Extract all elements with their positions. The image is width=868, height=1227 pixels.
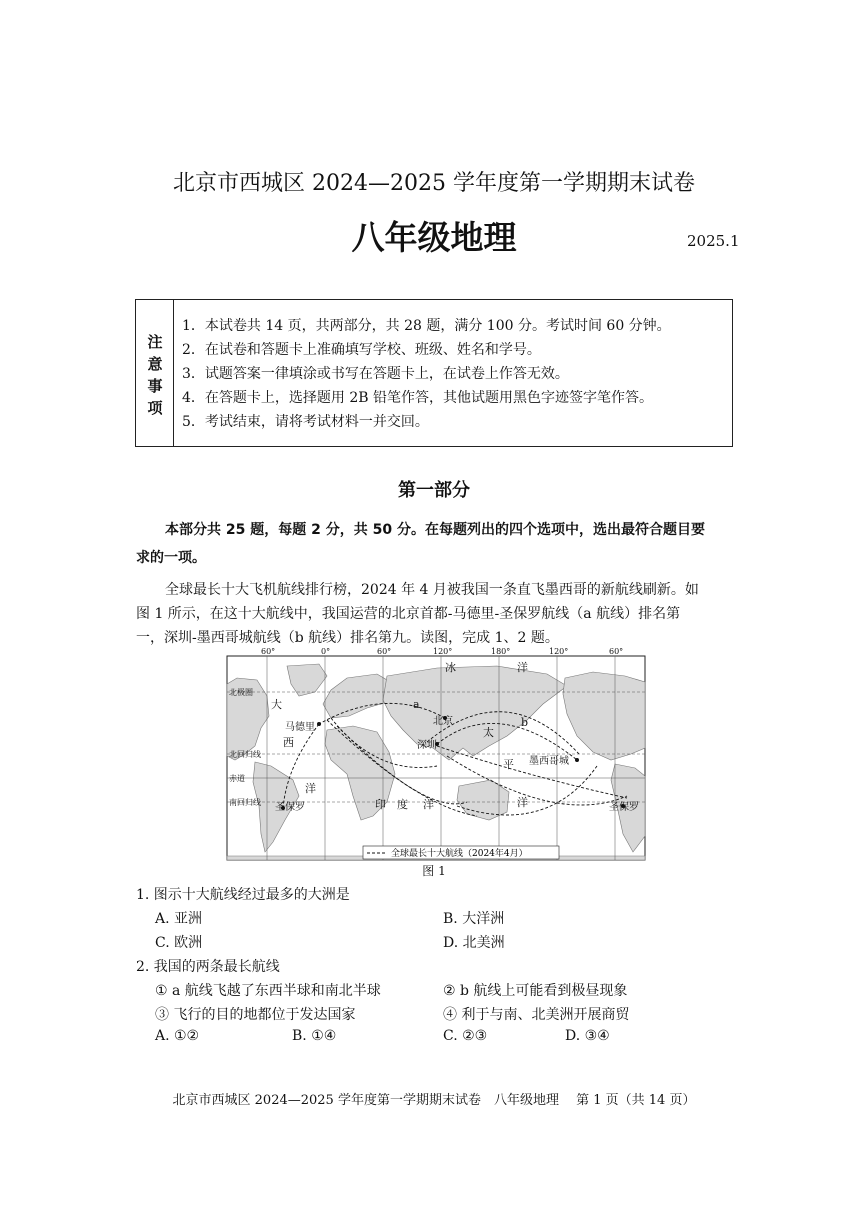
question-1-option-c: C. 欧洲	[155, 935, 203, 951]
lat-label-tropic-n: 北回归线	[229, 750, 261, 759]
passage-line1: 全球最长十大飞机航线排行榜，2024 年 4 月被我国一条直飞墨西哥的新航线刷新。如	[165, 582, 699, 598]
route-b-label: b	[521, 716, 529, 729]
question-2-stem: 2. 我国的两条最长航线	[136, 959, 280, 975]
ocean-label: 洋	[305, 782, 316, 795]
lon-label: 180°	[491, 647, 511, 656]
lat-label-equator: 赤道	[229, 774, 245, 783]
city-label-shenzhen: 深圳	[417, 740, 437, 751]
route-a-label: a	[413, 698, 420, 711]
question-1-option-a: A. 亚洲	[155, 911, 203, 927]
question-2-option-c: C. ②③	[443, 1028, 488, 1044]
mexico-city-point	[575, 758, 579, 762]
notice-label-char: 项	[147, 399, 163, 417]
question-1-stem: 1. 图示十大航线经过最多的大洲是	[136, 887, 350, 903]
ocean-label: 度	[397, 798, 408, 811]
question-2-statement: ① a 航线飞越了东西半球和南北半球	[155, 983, 381, 999]
lon-label: 60°	[261, 647, 276, 656]
city-label-sao-paulo-right: 圣保罗	[609, 802, 639, 813]
question-1-option-b: B. 大洋洲	[443, 911, 505, 927]
notice-label-char: 意	[147, 355, 163, 373]
question-2-option-d: D. ③④	[565, 1028, 610, 1044]
question-2-option-a: A. ①②	[155, 1028, 200, 1044]
ocean-label: 印	[375, 798, 386, 811]
ocean-label: 平	[503, 758, 514, 771]
ocean-label: 洋	[517, 661, 528, 674]
ocean-label: 冰	[445, 661, 456, 674]
notice-box	[135, 299, 733, 447]
lon-label: 120°	[549, 647, 569, 656]
part-instruction-line1: 本部分共 25 题，每题 2 分，共 50 分。在每题列出的四个选项中，选出最符合题目要	[165, 522, 705, 538]
question-2-statement: ④ 利于与南、北美洲开展商贸	[443, 1007, 630, 1023]
notice-label-char: 事	[147, 377, 163, 395]
notice-item: 1．本试卷共 14 页，共两部分，共 28 题，满分 100 分。考试时间 60 分钟。	[182, 318, 671, 334]
question-1-option-d: D. 北美洲	[443, 935, 505, 951]
passage-line3: 一，深圳-墨西哥城航线（b 航线）排名第九。读图，完成 1、2 题。	[136, 630, 559, 646]
notice-item: 5．考试结束，请将考试材料一并交回。	[182, 414, 429, 430]
question-2-statement: ② b 航线上可能看到极昼现象	[443, 983, 628, 999]
city-label-mexico-city: 墨西哥城	[529, 756, 569, 767]
figure-caption: 图 1	[422, 864, 446, 878]
notice-item: 2．在试卷和答题卡上准确填写学校、班级、姓名和学号。	[182, 342, 541, 358]
subject-title: 八年级地理	[351, 218, 517, 257]
notice-label-char: 注	[147, 333, 163, 351]
notice-item: 3．试题答案一律填涂或书写在答题卡上，在试卷上作答无效。	[182, 366, 569, 382]
ocean-label: 洋	[517, 796, 528, 809]
part-instruction-line2: 求的一项。	[136, 550, 206, 566]
madrid-point	[317, 722, 321, 726]
ocean-label: 大	[271, 698, 282, 711]
lon-label: 60°	[609, 647, 624, 656]
lon-label: 60°	[377, 647, 392, 656]
question-2-statement: ③ 飞行的目的地都位于发达国家	[155, 1007, 356, 1023]
city-label-sao-paulo-left: 圣保罗	[275, 802, 305, 813]
ocean-label: 洋	[423, 798, 434, 811]
legend-text: 全球最长十大航线（2024年4月）	[391, 849, 528, 859]
lat-label-arctic: 北极圈	[229, 688, 253, 697]
part-title: 第一部分	[398, 480, 470, 501]
lon-label: 0°	[321, 647, 331, 656]
notice-label	[136, 300, 174, 446]
map-legend	[363, 846, 559, 859]
question-2-option-b: B. ①④	[292, 1028, 337, 1044]
page-footer: 北京市西城区 2024—2025 学年度第一学期期末试卷 八年级地理 第 1 页（共 14 页）	[172, 1093, 696, 1108]
exam-date: 2025.1	[687, 232, 740, 250]
world-route-map	[227, 647, 645, 860]
lat-label-tropic-s: 南回归线	[229, 798, 261, 807]
exam-title: 北京市西城区 2024—2025 学年度第一学期期末试卷	[173, 171, 695, 196]
city-label-madrid: 马德里	[285, 722, 315, 733]
notice-item: 4．在答题卡上，选择题用 2B 铅笔作答，其他试题用黑色字迹签字笔作答。	[182, 390, 654, 406]
ocean-label: 太	[483, 726, 494, 739]
ocean-label: 西	[283, 736, 294, 749]
passage-line2: 图 1 所示，在这十大航线中，我国运营的北京首都-马德里-圣保罗航线（a 航线）排名第	[136, 606, 681, 622]
lon-label: 120°	[433, 647, 453, 656]
city-label-beijing: 北京	[433, 716, 453, 727]
